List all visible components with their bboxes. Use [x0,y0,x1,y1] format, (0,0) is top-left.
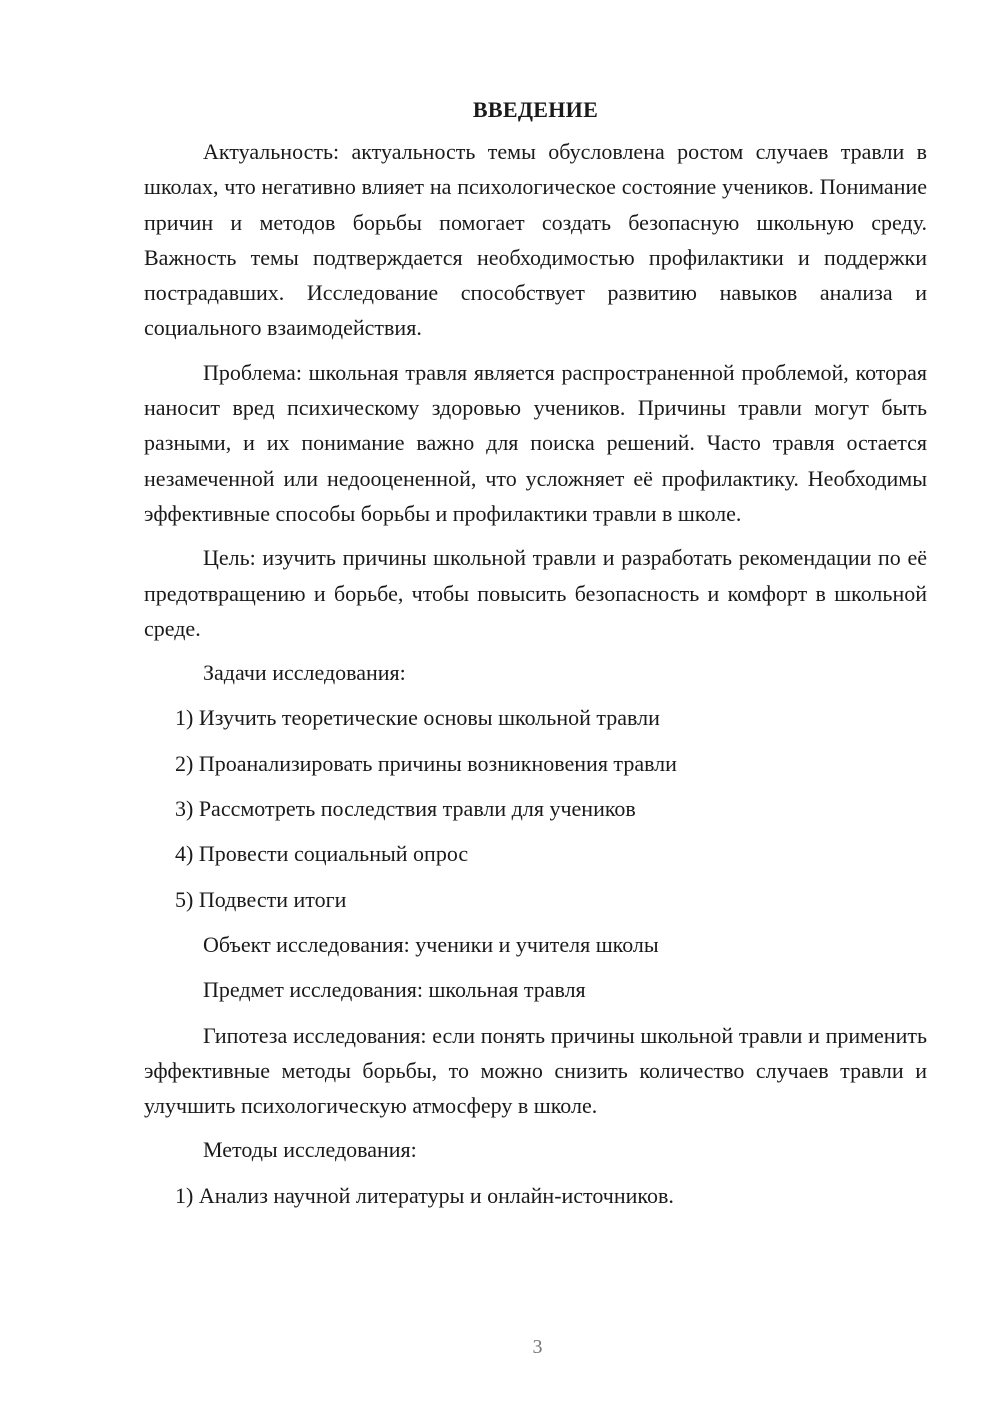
task-item: 3) Рассмотреть последствия травли для учеников [175,796,636,822]
page-number: 3 [532,1336,543,1358]
task-item: 1) Изучить теоретические основы школьной травли [175,705,660,731]
methods-heading: Методы исследования: [203,1137,417,1163]
task-item: 5) Подвести итоги [175,886,347,912]
research-object: Объект исследования: ученики и учителя школы [203,931,659,957]
method-item: 1) Анализ научной литературы и онлайн-источников. [175,1182,674,1208]
document-title: ВВЕДЕНИЕ [472,97,599,122]
task-item: 4) Провести социальный опрос [175,841,469,867]
task-item: 2) Проанализировать причины возникновения травли [175,750,677,776]
tasks-heading: Задачи исследования: [203,660,406,686]
problem-paragraph: Проблема: школьная травля является распространенной проблемой, которая наносит вред психическому здоровью учеников. Причины травли могут быть разными, и их понимание важно для поиска решений. Часто травля остается незамеченной или недооцененной, что усложняет её профилактику. Необходимы эффективные способы борьбы и профилактики травли в школе. [144,359,927,526]
goal-paragraph: Цель: изучить причины школьной травли и разработать рекомендации по её предотвращению и борьбе, чтобы повысить безопасность и комфорт в школьной среде. [144,545,927,641]
hypothesis-paragraph: Гипотеза исследования: если понять причины школьной травли и применить эффективные методы борьбы, то можно снизить количество случаев травли и улучшить психологическую атмосферу в школе. [144,1022,927,1119]
research-subject: Предмет исследования: школьная травля [203,977,586,1003]
relevance-paragraph: Актуальность: актуальность темы обусловлена ростом случаев травли в школах, что негативно влияет на психологическое состояние учеников. Понимание причин и методов борьбы помогает создать безопасную школьную среду. Важность темы подтверждается необходимостью профилактики и поддержки пострадавших. Исследование способствует развитию навыков анализа и социального взаимодействия. [144,139,927,341]
document-page [144,96,927,1223]
